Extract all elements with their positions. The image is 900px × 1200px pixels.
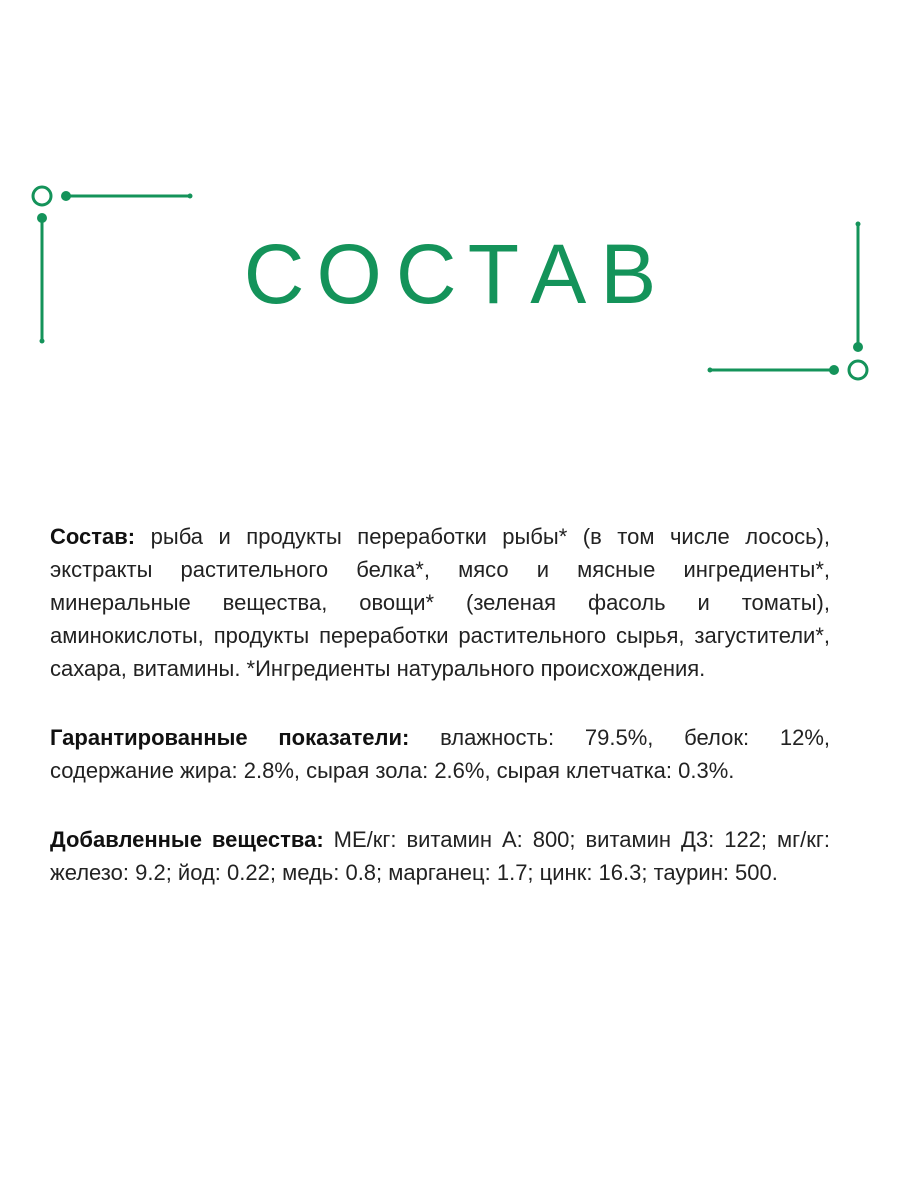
additives-label: Добавленные вещества: <box>50 827 324 852</box>
corner-ring-icon <box>33 187 51 205</box>
composition-paragraph <box>50 520 830 685</box>
page-title: СОСТАВ <box>243 227 671 321</box>
additives-text: МЕ/кг: витамин А: 800; витамин Д3: 122; мг/кг: железо: 9.2; йод: 0.22; медь: 0.8; марганец: 1.7; цинк: 16.3; таурин: 500. <box>50 827 830 885</box>
guaranteed-values-text: влажность: 79.5%, белок: 12%, содержание жира: 2.8%, сырая зола: 2.6%, сырая клетчатка: 0.3%. <box>50 725 830 783</box>
guaranteed-values-paragraph <box>50 721 830 787</box>
guaranteed-values-label: Гарантированные показатели: <box>50 725 410 750</box>
additives-paragraph <box>50 823 830 889</box>
composition-text: рыба и продукты переработки рыбы* (в том числе лосось), экстракты растительного белка*, мясо и мясные ингредиенты*, минеральные вещества, овощи* (зеленая фасоль и томаты), аминокислоты, продукты переработки растительного сырья, загустители*, сахара, витамины. *Ингредиенты натурального происхождения. <box>50 524 830 681</box>
composition-label: Состав: <box>50 524 136 549</box>
composition-content <box>50 520 830 925</box>
corner-ring-icon <box>849 361 867 379</box>
